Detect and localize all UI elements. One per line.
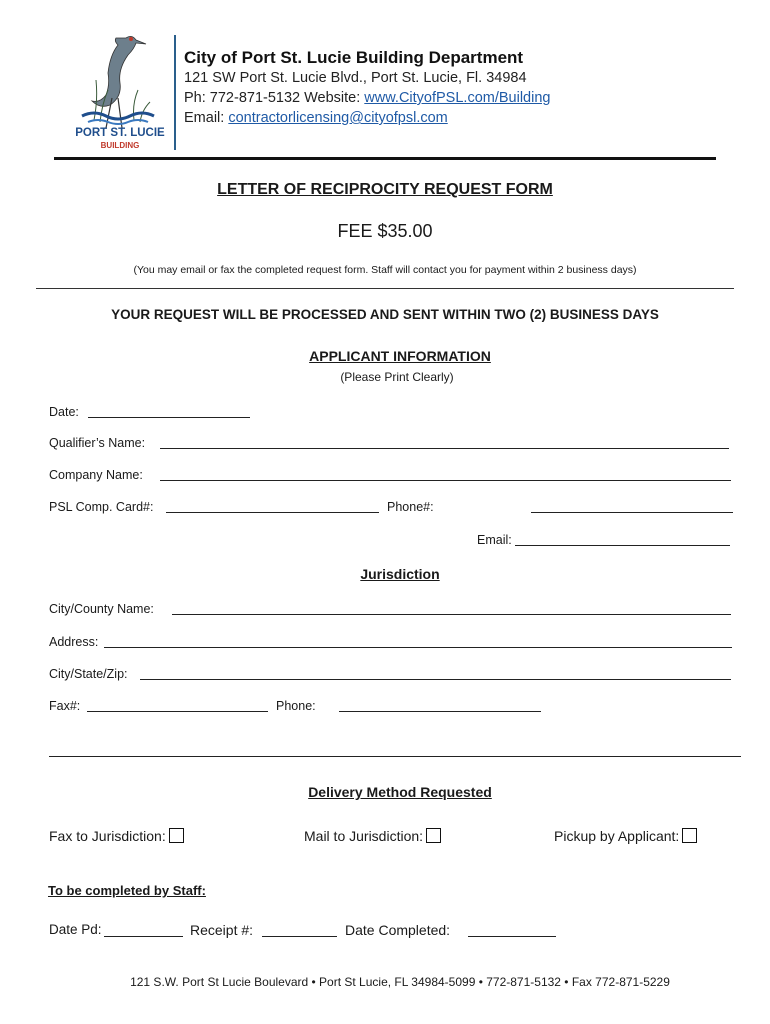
- receipt-label: Receipt #:: [190, 922, 254, 938]
- date-completed-field[interactable]: [468, 936, 556, 937]
- city-county-field[interactable]: [172, 614, 731, 615]
- heron-logo-icon: [74, 30, 166, 152]
- org-title: City of Port St. Lucie Building Department: [184, 48, 524, 67]
- logo-text: PORT ST. LUCIE: [75, 127, 165, 139]
- header-address: 121 SW Port St. Lucie Blvd., Port St. Lucie, Fl. 34984: [184, 70, 527, 86]
- receipt-field[interactable]: [262, 936, 337, 937]
- fax-option-checkbox[interactable]: [169, 828, 184, 843]
- header-divider: [174, 35, 176, 150]
- applicant-email-label: Email:: [477, 533, 512, 547]
- city-logo: [74, 30, 166, 152]
- website-link[interactable]: www.CityofPSL.com/Building: [364, 90, 551, 106]
- footer-address: 121 S.W. Port St Lucie Boulevard • Port St Lucie, FL 34984-5099 • 772-871-5132 • Fax 772-871-5229: [130, 975, 670, 989]
- pickup-option[interactable]: [554, 828, 697, 844]
- logo-subtext: BUILDING: [100, 141, 140, 150]
- section-divider: [36, 288, 734, 289]
- applicant-email-field[interactable]: [515, 545, 730, 546]
- company-name-label: Company Name:: [49, 468, 143, 482]
- jurisdiction-address-field[interactable]: [104, 647, 732, 648]
- fax-option-label: Fax to Jurisdiction:: [49, 828, 166, 844]
- header-rule: [54, 157, 716, 160]
- delivery-heading: Delivery Method Requested: [308, 784, 492, 800]
- applicant-phone-field[interactable]: [531, 512, 733, 513]
- pickup-option-label: Pickup by Applicant:: [554, 828, 680, 844]
- psl-card-field[interactable]: [166, 512, 379, 513]
- pickup-option-checkbox[interactable]: [682, 828, 697, 843]
- submission-note: (You may email or fax the completed request form. Staff will contact you for payment within 2 business days): [133, 264, 637, 276]
- date-label: Date:: [49, 405, 79, 419]
- qualifier-name-label: Qualifier’s Name:: [49, 436, 146, 450]
- mail-option[interactable]: [304, 828, 441, 844]
- header-phone-website: [184, 90, 550, 106]
- mail-option-label: Mail to Jurisdiction:: [304, 828, 424, 844]
- staff-heading: To be completed by Staff:: [48, 883, 206, 898]
- form-title: LETTER OF RECIPROCITY REQUEST FORM: [217, 181, 553, 198]
- applicant-heading: APPLICANT INFORMATION: [309, 348, 491, 364]
- header-email: [184, 110, 448, 126]
- jurisdiction-phone-label: Phone:: [276, 699, 316, 713]
- jurisdiction-heading: Jurisdiction: [360, 566, 440, 582]
- email-prefix: Email:: [184, 110, 229, 126]
- city-state-zip-field[interactable]: [140, 679, 731, 680]
- email-link[interactable]: contractorlicensing@cityofpsl.com: [228, 110, 448, 126]
- jurisdiction-phone-field[interactable]: [339, 711, 541, 712]
- date-field[interactable]: [88, 417, 250, 418]
- fee-amount: FEE $35.00: [337, 221, 433, 241]
- city-state-zip-label: City/State/Zip:: [49, 667, 128, 681]
- phone-text: Ph: 772-871-5132 Website:: [184, 90, 365, 106]
- extra-line-field[interactable]: [49, 756, 741, 757]
- print-clearly-note: (Please Print Clearly): [340, 370, 454, 384]
- qualifier-name-field[interactable]: [160, 448, 729, 449]
- mail-option-checkbox[interactable]: [426, 828, 441, 843]
- date-pd-field[interactable]: [104, 936, 183, 937]
- date-pd-label: Date Pd:: [49, 922, 102, 937]
- date-completed-label: Date Completed:: [345, 922, 451, 938]
- fax-label: Fax#:: [49, 699, 81, 713]
- fax-field[interactable]: [87, 711, 268, 712]
- jurisdiction-address-label: Address:: [49, 635, 99, 649]
- psl-card-label: PSL Comp. Card#:: [49, 500, 154, 514]
- city-county-label: City/County Name:: [49, 602, 154, 616]
- fax-option[interactable]: [49, 828, 184, 844]
- company-name-field[interactable]: [160, 480, 731, 481]
- applicant-phone-label: Phone#:: [387, 500, 434, 514]
- processing-notice: YOUR REQUEST WILL BE PROCESSED AND SENT WITHIN TWO (2) BUSINESS DAYS: [111, 307, 659, 322]
